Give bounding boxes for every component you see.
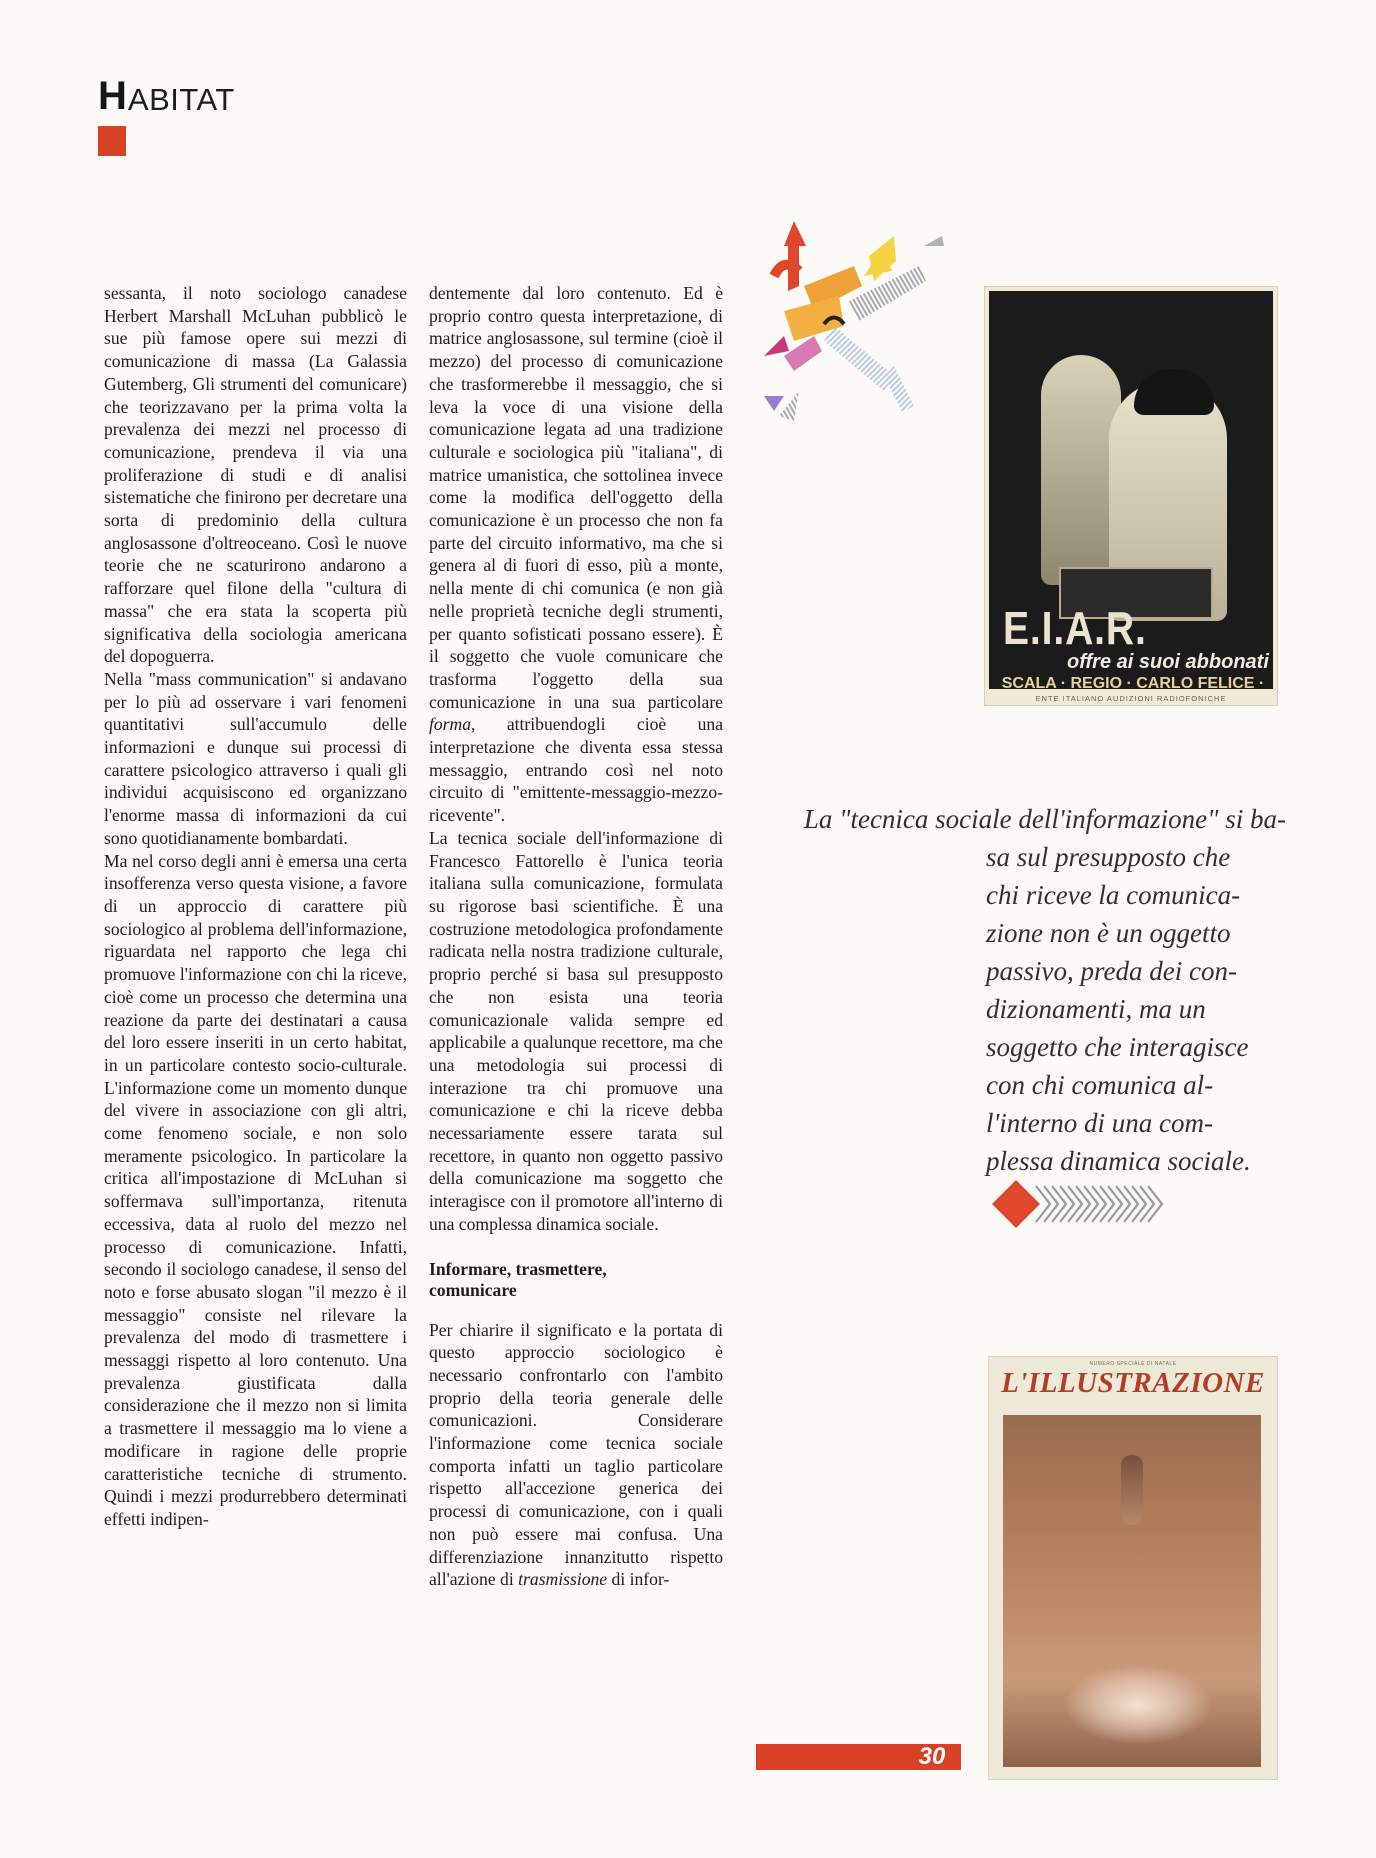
quote-line: chi riceve la comunica- [986, 880, 1241, 910]
cover-artwork [1003, 1415, 1261, 1767]
section-header [98, 76, 235, 116]
quote-line: passivo, preda dei con- [986, 956, 1237, 986]
eiar-poster [984, 286, 1278, 706]
arrows-illustration [744, 216, 974, 456]
logo-text: ABITAT [127, 82, 235, 117]
quote-line: plessa dinamica sociale. [986, 1146, 1251, 1176]
logo-initial: H [98, 74, 127, 118]
chevron-divider-icon [988, 1176, 1178, 1232]
cover-title: L'ILLUSTRAZIONE [1001, 1367, 1265, 1399]
cover-lamp [1121, 1455, 1143, 1525]
poster-figure-hair [1134, 369, 1214, 415]
page-number: 30 [918, 1743, 946, 1770]
subheading: Informare, trasmettere, comunicare [429, 1258, 607, 1300]
illustrazione-cover [988, 1356, 1278, 1780]
accent-square [98, 126, 126, 156]
pull-quote [756, 800, 1286, 1180]
poster-tagline: offre ai suoi abbonati [1067, 651, 1269, 673]
quote-line: zione non è un oggetto [986, 918, 1231, 948]
paragraph: Nella "mass communication" si andavano per lo più ad osservare i vari fenomeni quantitativi sull'accumulo delle informazioni e dunque sui processi di carattere psicologico attraverso i quali gli individui acquisiscono ed organizzano l'enorme massa di informazioni da cui sono quotidianamente bombardati. [104, 668, 407, 848]
article-column-1 [104, 282, 407, 1531]
paragraph: Per chiarire il significato e la portata di questo approccio sociologico è necessario confrontarlo con l'ambito proprio della teoria generale delle comunicazioni. Considerare l'informazione come tecnica sociale comporta infatti un taglio particolare rispetto all'accezione generica dei processi di comunicazione, con i quali non può essere mai confusa. Una differenziazione innanzitutto rispetto all'azione di trasmissione di infor- [429, 1319, 723, 1590]
cover-top-line: NUMERO SPECIALE DI NATALE [1089, 1361, 1177, 1367]
cover-figure-glow [1063, 1665, 1213, 1745]
quote-line: l'interno di una com- [986, 1108, 1213, 1138]
paragraph: sessanta, il noto sociologo canadese Herbert Marshall McLuhan pubblicò le sue più famose opere sui mezzi di comunicazione di massa (La Galassia Gutemberg, Gli strumenti del comunicare) che teorizzavano per la prima volta la prevalenza dei mezzi nel processo di comunicazione, prendeva il via una proliferazione di studi e di analisi sistematiche che finirono per decretare una sorta di predominio della cultura anglosassone d'oltreoceano. Così le nuove teorie che ne scaturirono andarono a rafforzare quel filone della "cultura di massa" che era stata la scoperta più significativa della sociologia americana del dopoguerra. [104, 283, 407, 667]
quote-line: sa sul presupposto che [986, 842, 1231, 872]
article-column-2 [429, 282, 723, 1591]
poster-theatres: SCALA · REGIO · CARLO FELICE · [1001, 675, 1265, 689]
quote-line: soggetto che interagisce [986, 1032, 1249, 1062]
section-logo [98, 76, 235, 116]
poster-brand: E.I.A.R. [1003, 602, 1147, 654]
poster-artwork [989, 291, 1273, 689]
paragraph: dentemente dal loro contenuto. Ed è proprio contro questa interpretazione, di matrice anglosassone, sul termine (cioè il mezzo) del processo di comunicazione che trasformerebbe il messaggio, che si leva la voce di una visione della comunicazione legata ad una tradizione culturale e sociologica più "italiana", di matrice umanistica, che sottolinea invece come la modifica dell'oggetto della comunicazione è un processo che non fa parte del circuito informativo, ma che si genera al di fuori di esso, più a monte, nella mente di chi comunica (e non già nelle proprietà tecniche degli strumenti, per quanto sofisticati possano essere). È il soggetto che vuole comunicare che trasforma l'oggetto della sua comunicazione in una sua particolare forma, attribuendogli cioè una interpretazione che diventa essa stessa messaggio, entrando così nel noto circuito di "emittente-messaggio-mezzo-ricevente". [429, 283, 723, 826]
poster-footer: ENTE ITALIANO AUDIZIONI RADIOFONICHE [1035, 694, 1227, 703]
quote-line: dizionamenti, ma un [986, 994, 1206, 1024]
quote-line: con chi comunica al- [986, 1070, 1214, 1100]
quote-line: La "tecnica sociale dell'informazione" si ba- [803, 804, 1286, 834]
paragraph: La tecnica sociale dell'informazione di Francesco Fattorello è l'unica teoria italiana sulla comunicazione, formulata su rigorose basi scientifiche. È una costruzione metodologica profondamente radicata nella nostra tradizione culturale, proprio perché si basa sul presupposto che non esista una teoria comunicazionale valida sempre ed applicabile a qualunque recettore, ma che una metodologia sui processi di interazione tra chi promuove una comunicazione e chi la riceve debba necessariamente essere tarata sul recettore, in quanto non oggetto passivo della comunicazione ma soggetto che interagisce con il promotore all'interno di una complessa dinamica sociale. [429, 827, 723, 1234]
paragraph: Ma nel corso degli anni è emersa una certa insofferenza verso questa visione, a favore di un approccio di carattere più sociologico al problema dell'informazione, riguardata nel rapporto che lega chi promuove l'informazione con chi la riceve, cioè come un processo che determina una reazione da parte dei destinatari a causa del loro essere inseriti in un certo habitat, in un particolare contesto socio-culturale. L'informazione come un momento dunque del vivere in associazione con gli altri, come fenomeno sociale, e non solo meramente psicologico. In particolare la critica all'impostazione di McLuhan si soffermava sull'importanza, ritenuta eccessiva, data al ruolo del mezzo nel processo di comunicazione. Infatti, secondo il sociologo canadese, il senso del noto e forse abusato slogan "il mezzo è il messaggio" consiste nel rilevare la prevalenza del modo di trasmettere i messaggi rispetto al loro contenuto. Una prevalenza giustificata dalla considerazione che il mezzo non si limita a trasmettere il messaggio ma lo viene a modificare in ragione delle proprie caratteristiche tecniche di strumento. Quindi i mezzi produrrebbero determinati effetti indipen- [104, 850, 407, 1529]
